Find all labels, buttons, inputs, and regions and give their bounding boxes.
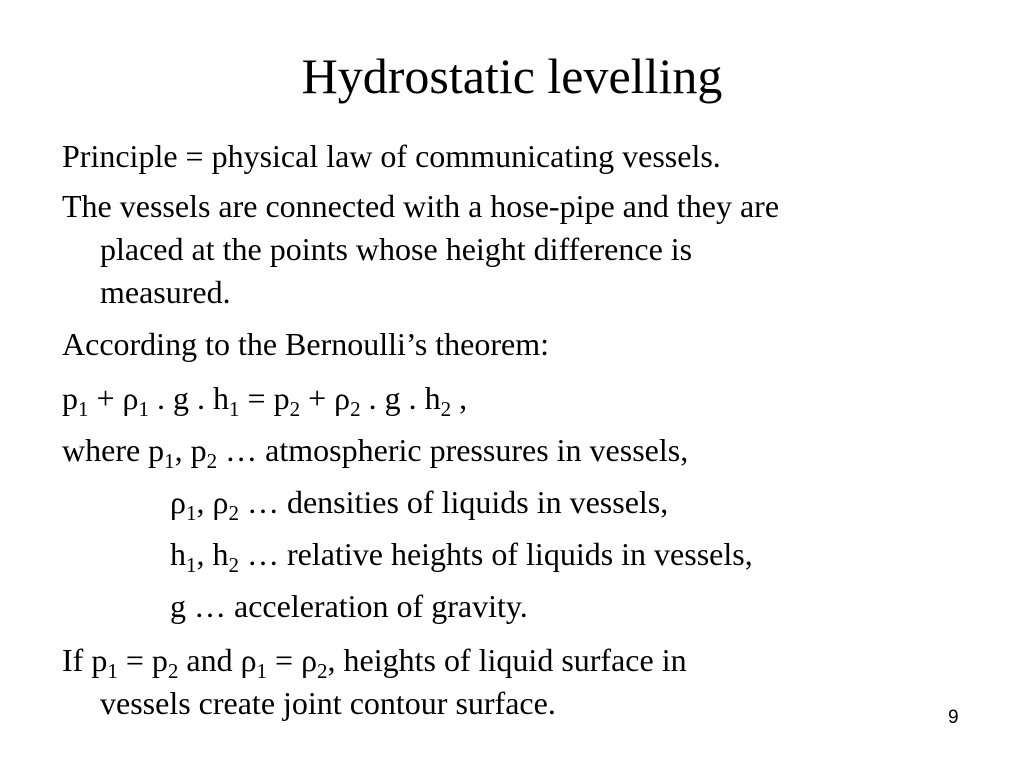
eq-sub: 1 bbox=[78, 397, 89, 421]
sub: 2 bbox=[228, 501, 239, 525]
bernoulli-line: According to the Bernoulli’s theorem: bbox=[62, 326, 549, 362]
where-comma-p: , p bbox=[174, 432, 207, 468]
vessels-line-2: placed at the points whose height difference is bbox=[100, 231, 693, 267]
eq-equals: = bbox=[239, 380, 274, 416]
eq-sub: 2 bbox=[289, 397, 301, 421]
eq-sub: 1 bbox=[138, 397, 150, 421]
densities-line bbox=[170, 480, 668, 524]
eq-g-h: . g . h bbox=[149, 380, 230, 416]
eq-g-h: . g . h bbox=[360, 380, 441, 416]
heights-text: … relative heights of liquids in vessels, bbox=[239, 536, 753, 572]
where-prefix: where p bbox=[62, 432, 165, 468]
sub: 1 bbox=[256, 659, 268, 683]
conclusion-eq-rho: = ρ bbox=[267, 642, 318, 678]
eq-rho: ρ bbox=[334, 380, 351, 416]
conclusion-line-1 bbox=[62, 638, 687, 682]
densities-comma-rho: , ρ bbox=[196, 484, 229, 520]
densities-text: … densities of liquids in vessels, bbox=[238, 484, 669, 520]
sub: 2 bbox=[167, 659, 179, 683]
principle-line: Principle = physical law of communicating vessels. bbox=[62, 138, 721, 174]
conclusion-if-p: If p bbox=[62, 642, 108, 678]
sub: 1 bbox=[186, 553, 197, 577]
conclusion-and-rho: and ρ bbox=[178, 642, 257, 678]
heights-h: h bbox=[170, 536, 186, 572]
sub: 2 bbox=[206, 449, 218, 473]
eq-sub: 1 bbox=[229, 397, 240, 421]
sub: 2 bbox=[228, 553, 239, 577]
sub: 1 bbox=[107, 659, 118, 683]
conclusion-line-2: vessels create joint contour surface. bbox=[100, 685, 556, 721]
eq-p: p bbox=[273, 380, 290, 416]
page-number: 9 bbox=[948, 707, 959, 728]
where-pressures-line bbox=[62, 428, 688, 472]
vessels-line-3: measured. bbox=[100, 274, 231, 310]
conclusion-rest: , heights of liquid surface in bbox=[327, 642, 687, 678]
conclusion-eq-p: = p bbox=[117, 642, 168, 678]
eq-plus: + bbox=[300, 380, 335, 416]
eq-p: p bbox=[62, 380, 78, 416]
slide-title: Hydrostatic levelling bbox=[301, 48, 723, 104]
eq-plus: + bbox=[88, 380, 123, 416]
eq-rho: ρ bbox=[122, 380, 139, 416]
eq-sub: 2 bbox=[440, 397, 452, 421]
sub: 1 bbox=[164, 449, 175, 473]
eq-end: , bbox=[451, 380, 468, 416]
bernoulli-equation bbox=[62, 376, 467, 420]
gravity-line: g … acceleration of gravity. bbox=[170, 588, 528, 624]
densities-rho: ρ bbox=[170, 484, 186, 520]
eq-sub: 2 bbox=[350, 397, 361, 421]
heights-line bbox=[170, 532, 753, 576]
vessels-line-1: The vessels are connected with a hose-pipe and they are bbox=[62, 188, 780, 224]
sub: 2 bbox=[317, 659, 328, 683]
where-pressures-text: … atmospheric pressures in vessels, bbox=[217, 432, 689, 468]
heights-comma-h: , h bbox=[196, 536, 229, 572]
sub: 1 bbox=[185, 501, 197, 525]
